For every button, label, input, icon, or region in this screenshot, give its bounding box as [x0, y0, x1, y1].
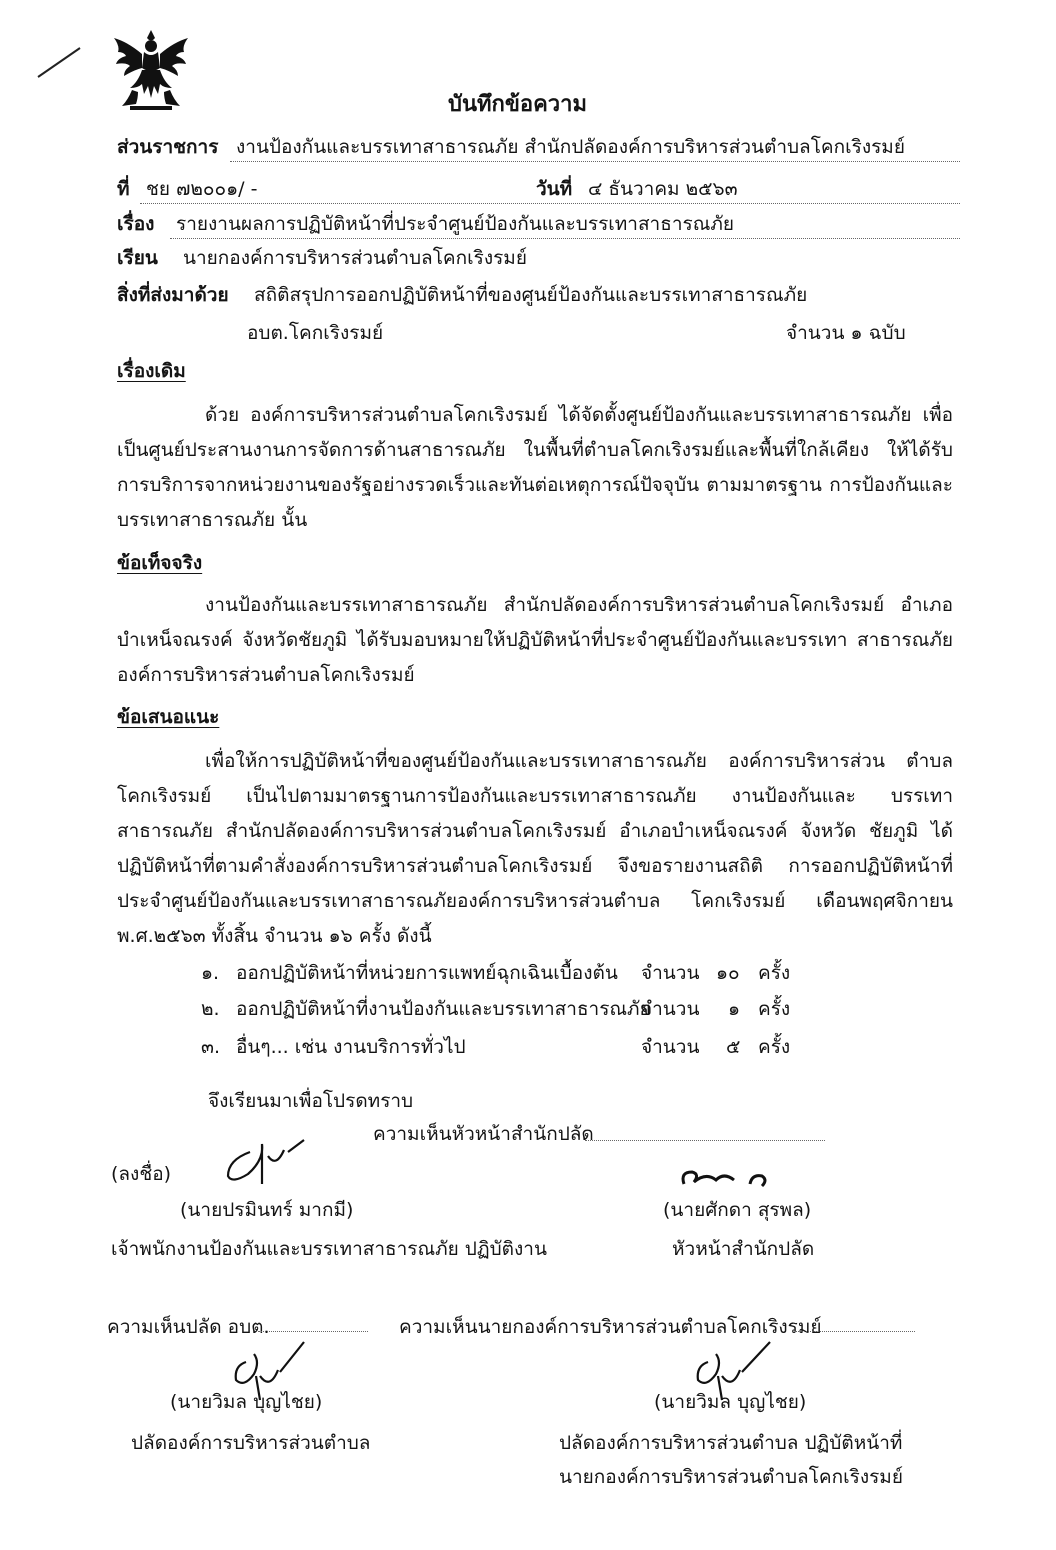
- ref-value: ชย ๗๒๐๐๑/ -: [146, 178, 258, 200]
- attachment-line1: สถิติสรุปการออกปฏิบัติหน้าที่ของศูนย์ป้องกันและบรรเทาสาธารณภัย: [254, 284, 808, 306]
- stat-desc: ออกปฏิบัติหน้าที่หน่วยการแพทย์ฉุกเฉินเบื้องต้น: [236, 962, 618, 984]
- stat-unit: ครั้ง: [758, 962, 791, 984]
- ref-label: ที่: [117, 178, 130, 200]
- officer-signature-icon: [218, 1132, 313, 1190]
- mayor-opinion-dotline: [795, 1331, 915, 1332]
- sign-label: (ลงชื่อ): [111, 1163, 172, 1185]
- garuda-emblem-icon: [108, 28, 194, 112]
- stat-amount-label: จำนวน: [641, 998, 700, 1020]
- stat-amount-label: จำนวน: [641, 962, 700, 984]
- head-office-opinion-label: ความเห็นหัวหน้าสำนักปลัด: [373, 1123, 594, 1145]
- to-label: เรียน: [117, 247, 158, 269]
- subject-dotline: [170, 238, 960, 239]
- deputy-opinion-label: ความเห็นปลัด อบต.: [107, 1316, 270, 1338]
- background-text: ด้วย องค์การบริหารส่วนตำบลโคกเริงรมย์ ได้จัดตั้งศูนย์ป้องกันและบรรเทาสาธารณภัย เพื่อเป็นศูนย์ประสานงานการจัดการด้านสาธารณภัย ในพื้นที่ตำบลโคกเริงรมย์และพื้นที่ใกล้เคียง ให้ได้รับการบริการจากหน่วยงานของรัฐอย่างรวดเร็วและทันต่อเหตุการณ์ปัจจุบัน ตามมาตรฐาน การป้องกันและบรรเทาสาธารณภัย นั้น: [117, 404, 953, 531]
- subject-value: รายงานผลการปฏิบัติหน้าที่ประจำศูนย์ป้องกันและบรรเทาสาธารณภัย: [176, 213, 734, 235]
- background-paragraph: [117, 398, 953, 538]
- head-office-opinion-dotline: [585, 1140, 825, 1141]
- corner-pen-mark: [34, 44, 84, 80]
- stat-unit: ครั้ง: [758, 1036, 791, 1058]
- officer-title: เจ้าพนักงานป้องกันและบรรเทาสาธารณภัย ปฏิบัติงาน: [111, 1238, 547, 1260]
- stat-amount-label: จำนวน: [641, 1036, 700, 1058]
- agency-dotline: [230, 161, 960, 162]
- proposal-paragraph: [117, 744, 953, 954]
- stat-amount: ๑๐: [716, 962, 740, 984]
- stat-desc: อื่นๆ... เช่น งานบริการทั่วไป: [236, 1036, 466, 1058]
- deputy-opinion-dotline: [258, 1331, 368, 1332]
- date-value: ๔ ธันวาคม ๒๕๖๓: [588, 178, 738, 200]
- officer-name: (นายปรมินทร์ มากมี): [180, 1199, 354, 1221]
- deputy-name: (นายวิมล บุญไชย): [170, 1391, 323, 1413]
- stat-num: ๒.: [201, 998, 220, 1020]
- acting-mayor-title2: นายกองค์การบริหารส่วนตำบลโคกเริงรมย์: [559, 1466, 903, 1488]
- stat-unit: ครั้ง: [758, 998, 791, 1020]
- to-value: นายกองค์การบริหารส่วนตำบลโคกเริงรมย์: [183, 247, 527, 269]
- stat-num: ๓.: [201, 1036, 221, 1058]
- head-title: หัวหน้าสำนักปลัด: [672, 1238, 815, 1260]
- facts-heading: ข้อเท็จจริง: [117, 552, 203, 574]
- agency-value: งานป้องกันและบรรเทาสาธารณภัย สำนักปลัดองค์การบริหารส่วนตำบลโคกเริงรมย์: [236, 136, 905, 158]
- stat-amount: ๑: [728, 998, 741, 1020]
- attachment-count: จำนวน ๑ ฉบับ: [786, 322, 906, 344]
- stat-desc: ออกปฏิบัติหน้าที่งานป้องกันและบรรเทาสาธารณภัย: [236, 998, 651, 1020]
- mayor-opinion-label: ความเห็นนายกองค์การบริหารส่วนตำบลโคกเริงรมย์: [399, 1316, 822, 1338]
- facts-paragraph: [117, 588, 953, 693]
- head-signature-icon: [676, 1158, 786, 1196]
- acting-mayor-name: (นายวิมล บุญไชย): [654, 1391, 807, 1413]
- subject-label: เรื่อง: [117, 213, 155, 235]
- stat-num: ๑.: [201, 962, 220, 984]
- attachment-label: สิ่งที่ส่งมาด้วย: [117, 284, 229, 306]
- acting-mayor-title1: ปลัดองค์การบริหารส่วนตำบล ปฏิบัติหน้าที่: [559, 1432, 903, 1454]
- proposal-text: เพื่อให้การปฏิบัติหน้าที่ของศูนย์ป้องกันและบรรเทาสาธารณภัย องค์การบริหารส่วน ตำบลโคกเริงรมย์ เป็นไปตามมาตรฐานการป้องกันและบรรเทาสาธารณภัย งานป้องกันและ บรรเทาสาธารณภัย สำนักปลัดองค์การบริหารส่วนตำบลโคกเริงรมย์ อำเภอบำเหน็จณรงค์ จังหวัด ชัยภูมิ ได้ปฏิบัติหน้าที่ตามคำสั่งองค์การบริหารส่วนตำบลโคกเริงรมย์ จึงขอรายงานสถิติ การออกปฏิบัติหน้าที่ประจำศูนย์ป้องกันและบรรเทาสาธารณภัยองค์การบริหารส่วนตำบล โคกเริงรมย์ เดือนพฤศจิกายน พ.ศ.๒๕๖๓ ทั้งสิ้น จำนวน ๑๖ ครั้ง ดังนี้: [117, 750, 953, 947]
- deputy-title: ปลัดองค์การบริหารส่วนตำบล: [131, 1432, 371, 1454]
- closing-text: จึงเรียนมาเพื่อโปรดทราบ: [208, 1090, 414, 1112]
- facts-text: งานป้องกันและบรรเทาสาธารณภัย สำนักปลัดองค์การบริหารส่วนตำบลโคกเริงรมย์ อำเภอบำเหน็จณรงค์ จังหวัดชัยภูมิ ได้รับมอบหมายให้ปฏิบัติหน้าที่ประจำศูนย์ป้องกันและบรรเทา สาธารณภัยองค์การบริหารส่วนตำบลโคกเริงรมย์: [117, 594, 953, 686]
- stat-amount: ๕: [726, 1036, 741, 1058]
- attachment-line2: อบต.โคกเริงรมย์: [247, 322, 384, 344]
- memo-title: บันทึกข้อความ: [448, 92, 588, 117]
- date-label: วันที่: [536, 178, 573, 200]
- head-name: (นายศักดา สุรพล): [663, 1199, 812, 1221]
- agency-label: ส่วนราชการ: [117, 136, 219, 158]
- proposal-heading: ข้อเสนอแนะ: [117, 706, 220, 728]
- background-heading: เรื่องเดิม: [117, 360, 186, 382]
- ref-dotline: [140, 203, 960, 204]
